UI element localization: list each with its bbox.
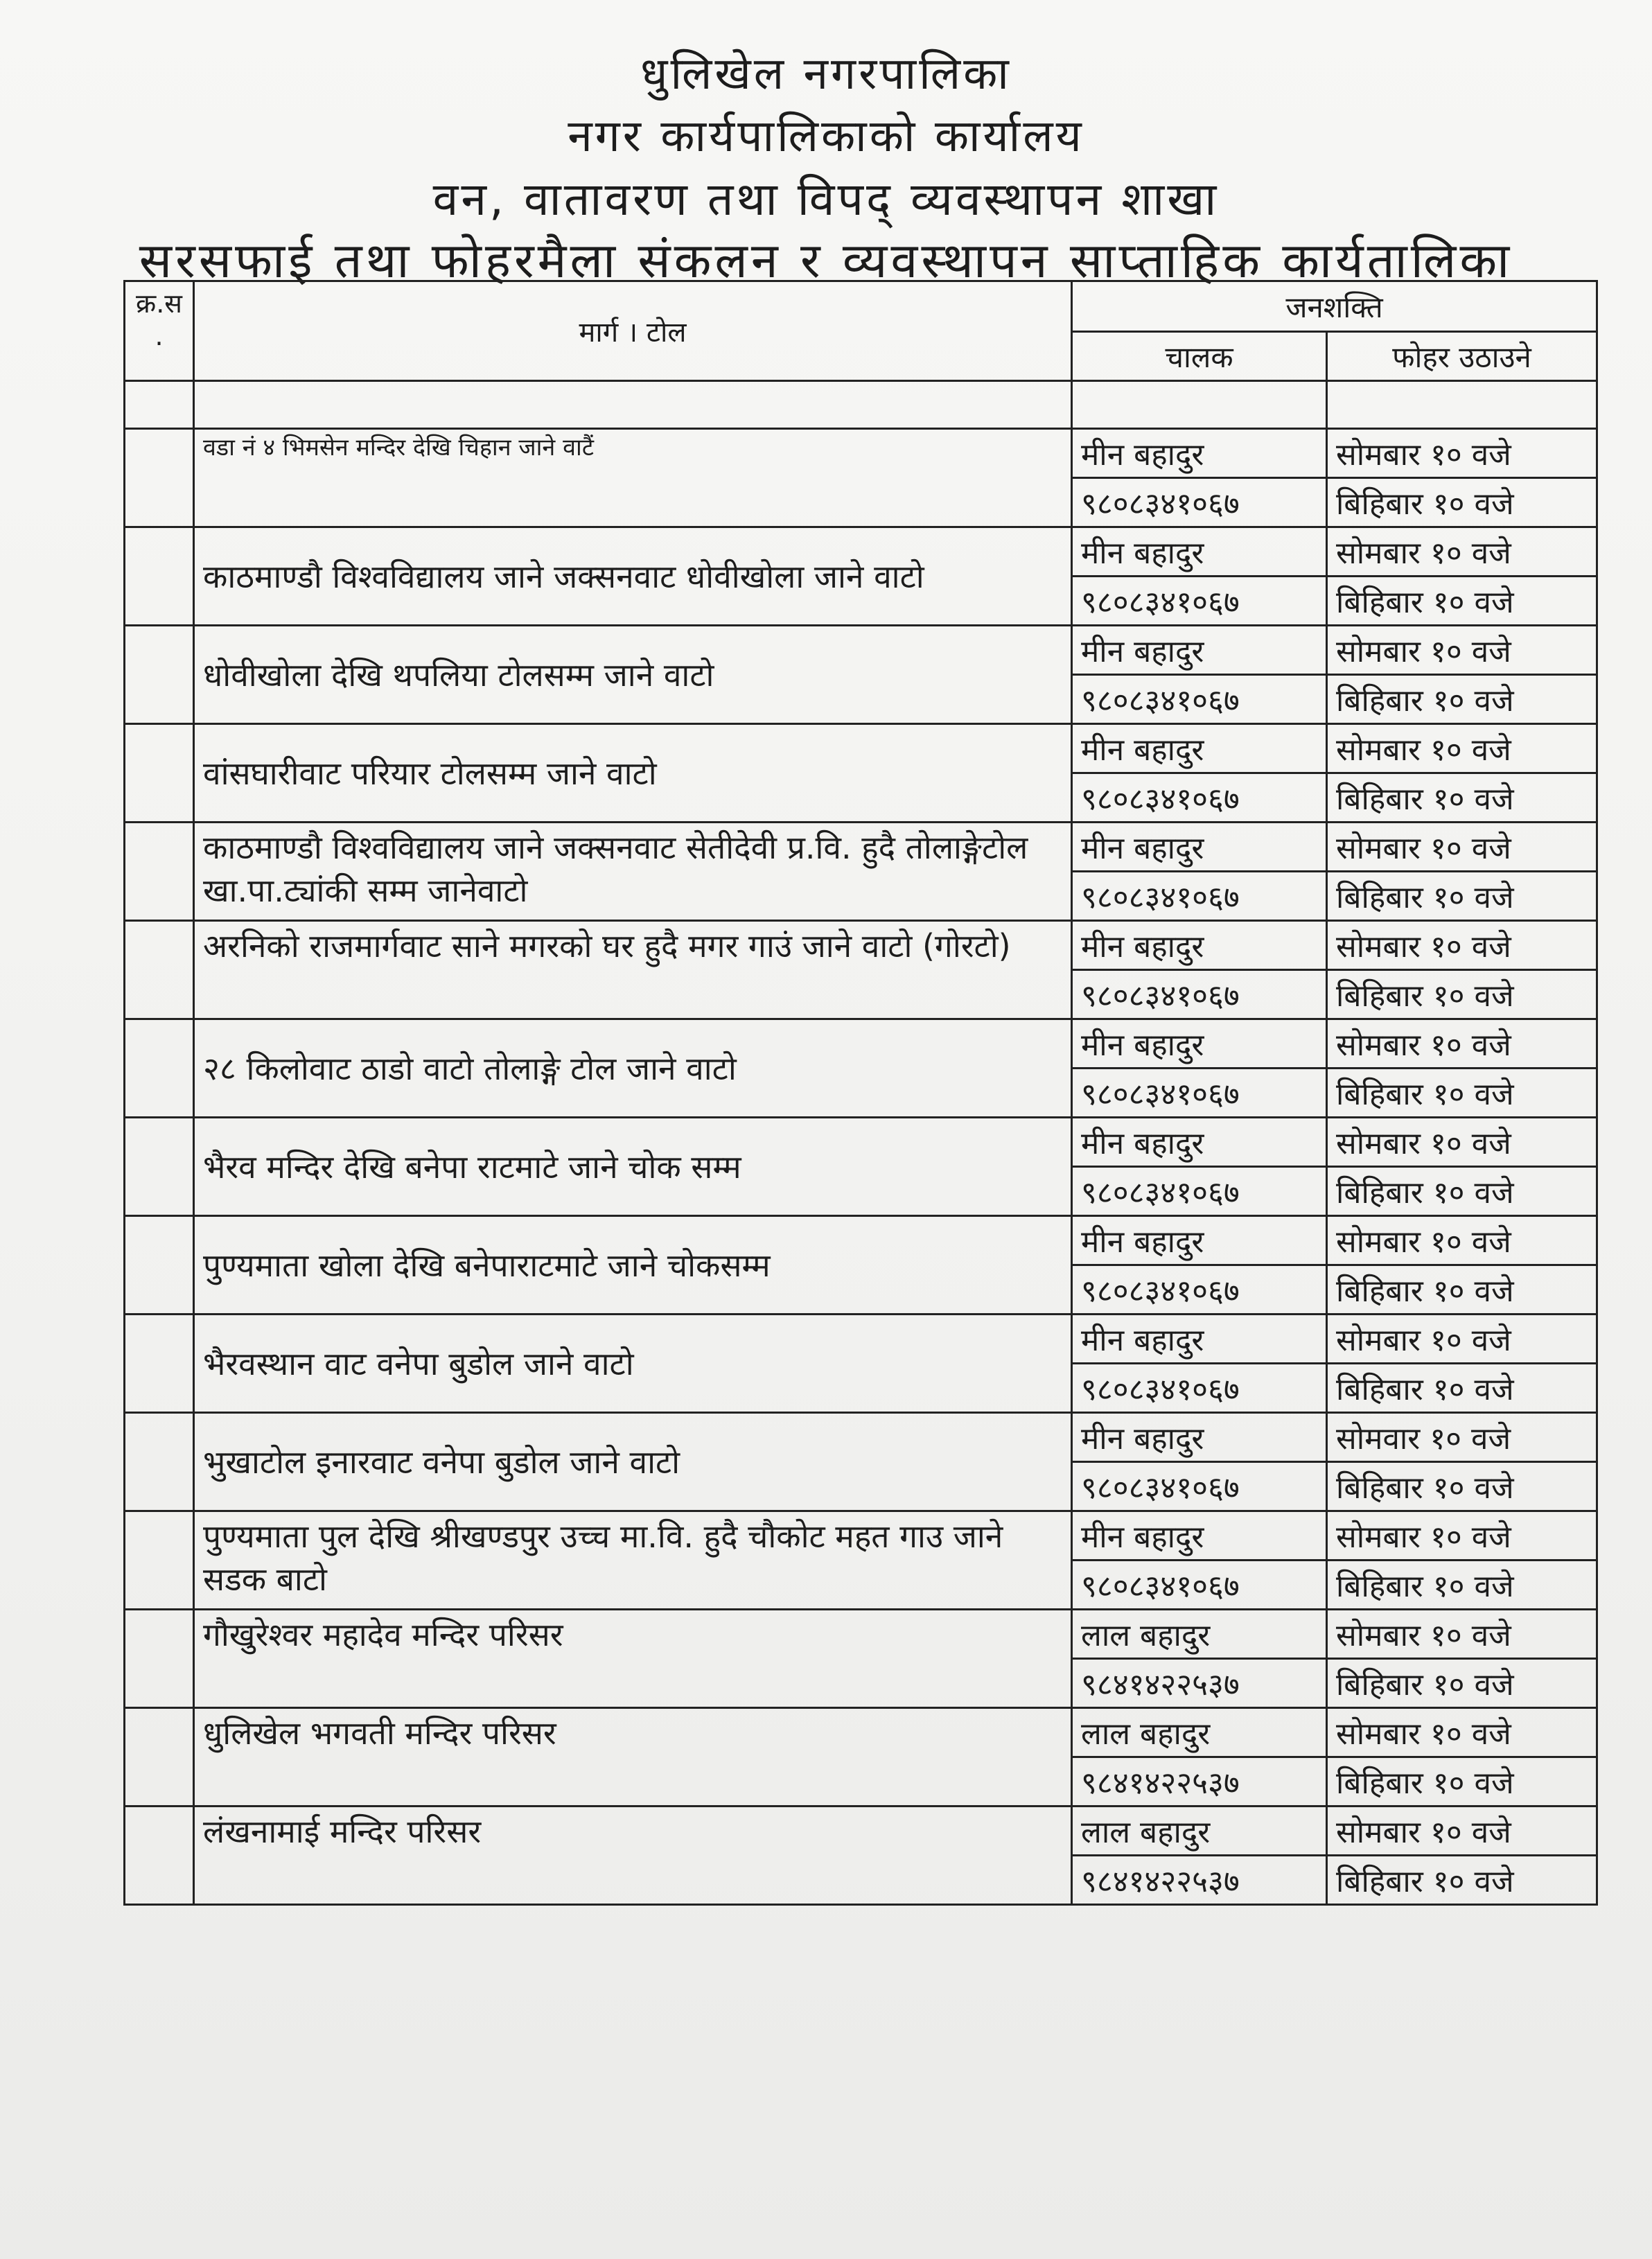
table-row [125,626,1597,675]
driver-phone-cell: ९८०८३४१०६७ [1072,1167,1327,1216]
route-cell: भुखाटोल इनारवाट वनेपा बुडोल जाने वाटो [194,1413,1072,1511]
serial-cell [125,1118,194,1216]
serial-cell [125,823,194,921]
route-cell: अरनिको राजमार्गवाट साने मगरको घर हुदै मगर गाउं जाने वाटो (गोरटो) [194,921,1072,1019]
table-row [125,1807,1597,1856]
serial-cell [125,724,194,823]
blank-cell [194,381,1072,429]
table-row [125,1511,1597,1561]
pickup-day-cell: बिहिबार १० वजे [1327,1364,1597,1413]
pickup-day-cell: बिहिबार १० वजे [1327,970,1597,1019]
pickup-day-cell: सोमबार १० वजे [1327,626,1597,675]
serial-cell [125,1807,194,1905]
pickup-day-cell: सोमबार १० वजे [1327,1511,1597,1561]
pickup-day-cell: सोमबार १० वजे [1327,527,1597,577]
driver-phone-cell: ९८०८३४१०६७ [1072,675,1327,724]
blank-row [125,381,1597,429]
route-cell: धोवीखोला देखि थपलिया टोलसम्म जाने वाटो [194,626,1072,724]
serial-cell [125,429,194,527]
table-row [125,527,1597,577]
schedule-table [123,280,1598,1906]
schedule-title: सरसफाई तथा फोहरमैला संकलन र व्यवस्थापन साप्ताहिक कार्यतालिका [139,232,1513,289]
pickup-day-cell: बिहिबार १० वजे [1327,1561,1597,1610]
table-row [125,1315,1597,1364]
serial-cell [125,1216,194,1315]
table-row [125,1216,1597,1265]
table-row [125,823,1597,872]
route-cell: भैरवस्थान वाट वनेपा बुडोल जाने वाटो [194,1315,1072,1413]
pickup-day-cell: बिहिबार १० वजे [1327,1659,1597,1708]
driver-phone-cell: ९८०८३४१०६७ [1072,1462,1327,1511]
municipality-heading: धुलिखेल नगरपालिका [640,49,1012,100]
office-heading: नगर कार्यपालिकाको कार्यालय [568,111,1084,162]
table-row [125,1610,1597,1659]
pickup-day-cell: सोमबार १० वजे [1327,1610,1597,1659]
route-cell: भैरव मन्दिर देखि बनेपा राटमाटे जाने चोक सम्म [194,1118,1072,1216]
pickup-day-cell: बिहिबार १० वजे [1327,1069,1597,1118]
pickup-day-cell: सोमबार १० वजे [1327,1315,1597,1364]
driver-name-cell: मीन बहादुर [1072,527,1327,577]
blank-cell [1072,381,1327,429]
route-cell: २८ किलोवाट ठाडो वाटो तोलाङ्गे टोल जाने वाटो [194,1019,1072,1118]
driver-name-cell: मीन बहादुर [1072,724,1327,773]
driver-phone-cell: ९८४१४२२५३७ [1072,1856,1327,1905]
driver-phone-cell: ९८०८३४१०६७ [1072,1069,1327,1118]
route-cell: काठमाण्डौ विश्वविद्यालय जाने जक्सनवाट सेतीदेवी प्र.वि. हुदै तोलाङ्गेटोल खा.पा.ट्यांकी सम्म जानेवाटो [194,823,1072,921]
route-cell: गौखुरेश्वर महादेव मन्दिर परिसर [194,1610,1072,1708]
pickup-day-cell: बिहिबार १० वजे [1327,872,1597,921]
serial-cell [125,1315,194,1413]
driver-name-cell: मीन बहादुर [1072,1118,1327,1167]
route-cell: धुलिखेल भगवती मन्दिर परिसर [194,1708,1072,1807]
driver-phone-cell: ९८०८३४१०६७ [1072,1364,1327,1413]
table-row [125,1118,1597,1167]
driver-phone-cell: ९८०८३४१०६७ [1072,577,1327,626]
pickup-day-cell: सोमबार १० वजे [1327,1118,1597,1167]
serial-cell [125,1019,194,1118]
route-header: मार्ग । टोल [194,281,1072,381]
pickup-day-cell: बिहिबार १० वजे [1327,478,1597,527]
pickup-day-cell: सोमबार १० वजे [1327,1216,1597,1265]
driver-phone-cell: ९८०८३४१०६७ [1072,1561,1327,1610]
pickup-day-cell: सोमबार १० वजे [1327,921,1597,970]
route-cell: वांसघारीवाट परियार टोलसम्म जाने वाटो [194,724,1072,823]
pickup-day-cell: बिहिबार १० वजे [1327,773,1597,823]
pickup-day-cell: सोमबार १० वजे [1327,1019,1597,1069]
driver-phone-cell: ९८४१४२२५३७ [1072,1757,1327,1807]
driver-name-cell: मीन बहादुर [1072,1019,1327,1069]
serial-cell [125,1708,194,1807]
serial-cell [125,921,194,1019]
route-cell: पुण्यमाता खोला देखि बनेपाराटमाटे जाने चोकसम्म [194,1216,1072,1315]
table-row [125,1708,1597,1757]
table-row [125,724,1597,773]
pickup-day-cell: बिहिबार १० वजे [1327,1856,1597,1905]
driver-name-cell: मीन बहादुर [1072,429,1327,478]
pickup-day-cell: सोमवार १० वजे [1327,1413,1597,1462]
driver-phone-cell: ९८०८३४१०६७ [1072,970,1327,1019]
manpower-header: जनशक्ति [1072,281,1597,332]
driver-name-cell: मीन बहादुर [1072,1216,1327,1265]
serial-cell [125,1610,194,1708]
pickup-day-cell: सोमबार १० वजे [1327,1708,1597,1757]
serial-cell [125,1413,194,1511]
pickup-day-cell: बिहिबार १० वजे [1327,1462,1597,1511]
pickup-day-cell: सोमबार १० वजे [1327,724,1597,773]
table-row [125,1413,1597,1462]
driver-name-cell: मीन बहादुर [1072,1315,1327,1364]
pickup-day-cell: बिहिबार १० वजे [1327,1265,1597,1315]
table-row [125,1019,1597,1069]
driver-header: चालक [1072,332,1327,381]
driver-phone-cell: ९८०८३४१०६७ [1072,478,1327,527]
serial-number-header: क्र.स . [125,281,194,381]
table-row [125,429,1597,478]
serial-cell [125,527,194,626]
pickup-day-cell: बिहिबार १० वजे [1327,1167,1597,1216]
driver-phone-cell: ९८०८३४१०६७ [1072,773,1327,823]
route-cell: पुण्यमाता पुल देखि श्रीखण्डपुर उच्च मा.वि. हुदै चौकोट महत गाउ जाने सडक बाटो [194,1511,1072,1610]
pickup-day-cell: सोमबार १० वजे [1327,823,1597,872]
serial-cell [125,1511,194,1610]
driver-phone-cell: ९८०८३४१०६७ [1072,872,1327,921]
pickup-day-cell: बिहिबार १० वजे [1327,1757,1597,1807]
driver-name-cell: मीन बहादुर [1072,1511,1327,1561]
section-heading: वन, वातावरण तथा विपद् व्यवस्थापन शाखा [432,173,1220,226]
driver-name-cell: मीन बहादुर [1072,1413,1327,1462]
driver-phone-cell: ९८४१४२२५३७ [1072,1659,1327,1708]
driver-name-cell: मीन बहादुर [1072,823,1327,872]
pickup-day-cell: बिहिबार १० वजे [1327,675,1597,724]
schedule-body [125,381,1597,1905]
route-cell: लंखनामाई मन्दिर परिसर [194,1807,1072,1905]
driver-name-cell: मीन बहादुर [1072,921,1327,970]
pickup-day-cell: बिहिबार १० वजे [1327,577,1597,626]
route-cell: काठमाण्डौ विश्वविद्यालय जाने जक्सनवाट धोवीखोला जाने वाटो [194,527,1072,626]
pickup-header: फोहर उठाउने [1327,332,1597,381]
driver-name-cell: लाल बहादुर [1072,1610,1327,1659]
driver-name-cell: लाल बहादुर [1072,1708,1327,1757]
driver-name-cell: मीन बहादुर [1072,626,1327,675]
driver-name-cell: लाल बहादुर [1072,1807,1327,1856]
table-row [125,921,1597,970]
pickup-day-cell: सोमबार १० वजे [1327,1807,1597,1856]
blank-cell [1327,381,1597,429]
pickup-day-cell: सोमबार १० वजे [1327,429,1597,478]
driver-phone-cell: ९८०८३४१०६७ [1072,1265,1327,1315]
route-cell: वडा नं ४ भिमसेन मन्दिर देखि चिहान जाने वाटैं [194,429,1072,527]
serial-cell [125,626,194,724]
blank-cell [125,381,194,429]
